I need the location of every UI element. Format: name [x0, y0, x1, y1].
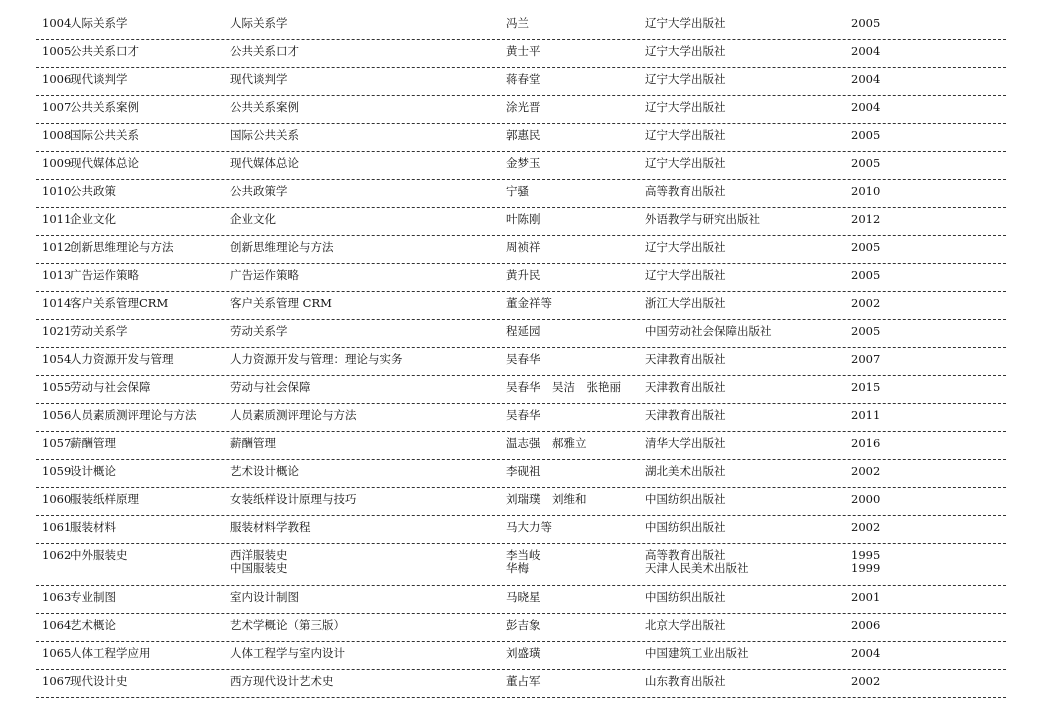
table-row: [36, 292, 1006, 320]
textbook-title-line: 艺术设计概论: [230, 464, 299, 478]
course-code: 1061: [42, 520, 72, 534]
textbook-title-line: 人体工程学与室内设计: [230, 646, 345, 660]
textbook-author-line: 李砚祖: [506, 464, 541, 478]
textbook-title-line: 室内设计制图: [230, 590, 299, 604]
course-code: 1065: [42, 646, 72, 660]
course-name: 广告运作策略: [70, 268, 139, 282]
textbook-author: [506, 73, 541, 86]
textbook-title-line: 客户关系管理 CRM: [230, 296, 332, 310]
textbook-publisher: [645, 297, 726, 310]
course-name: 专业制图: [70, 590, 116, 604]
textbook-publisher-line: 辽宁大学出版社: [645, 268, 726, 282]
textbook-author-line: 叶陈刚: [506, 212, 541, 226]
textbook-title: [230, 241, 334, 254]
textbook-title-line: 公共政策学: [230, 184, 288, 198]
course-code: 1012: [42, 240, 72, 254]
textbook-title: [230, 73, 288, 86]
textbook-title: [230, 157, 299, 170]
course-code: 1005: [42, 44, 72, 58]
publication-year: [851, 353, 880, 366]
publication-year: [851, 465, 880, 478]
table-row: [36, 348, 1006, 376]
textbook-title-line: 创新思维理论与方法: [230, 240, 334, 254]
table-row: [36, 152, 1006, 180]
publication-year-line: 2004: [851, 72, 881, 86]
textbook-author-line: 吴春华 吴洁 张艳丽: [506, 380, 621, 394]
textbook-publisher-line: 天津教育出版社: [645, 352, 726, 366]
table-row: [36, 236, 1006, 264]
textbook-publisher: [645, 241, 726, 254]
publication-year: [851, 325, 880, 338]
textbook-author-line: 涂光晋: [506, 100, 541, 114]
publication-year-line: 2006: [851, 618, 881, 632]
course-name: 现代媒体总论: [70, 156, 139, 170]
textbook-title: [230, 619, 345, 632]
publication-year-line: 2011: [851, 408, 881, 422]
course-code: 1055: [42, 380, 72, 394]
textbook-title: [230, 213, 276, 226]
publication-year-line: 2002: [851, 464, 881, 478]
textbook-author: [506, 619, 541, 632]
textbook-title-line: 薪酬管理: [230, 436, 276, 450]
textbook-title-line: 服装材料学教程: [230, 520, 311, 534]
textbook-publisher-line: 湖北美术出版社: [645, 464, 726, 478]
textbook-author: [506, 549, 541, 575]
textbook-author: [506, 269, 541, 282]
course-name: 艺术概论: [70, 618, 116, 632]
textbook-title: [230, 381, 311, 394]
textbook-publisher-line: 高等教育出版社: [645, 548, 726, 562]
textbook-publisher: [645, 73, 726, 86]
textbook-title-line: 艺术学概论（第三版）: [230, 618, 345, 632]
textbook-title-line: 国际公共关系: [230, 128, 299, 142]
publication-year: [851, 297, 880, 310]
publication-year-line: 2002: [851, 296, 881, 310]
textbook-title-line: 企业文化: [230, 212, 276, 226]
publication-year: [851, 675, 880, 688]
textbook-title: [230, 325, 288, 338]
textbook-title: [230, 549, 288, 575]
publication-year: [851, 45, 880, 58]
textbook-publisher-line: 浙江大学出版社: [645, 296, 726, 310]
textbook-title-line: 公共关系口才: [230, 44, 299, 58]
textbook-author: [506, 465, 541, 478]
textbook-author: [506, 353, 541, 366]
textbook-title-line: 现代谈判学: [230, 72, 288, 86]
course-name: 劳动与社会保障: [70, 380, 151, 394]
textbook-title-line: 西洋服装史: [230, 548, 288, 562]
course-code: 1008: [42, 128, 72, 142]
publication-year-line: 2001: [851, 590, 881, 604]
textbook-title: [230, 465, 299, 478]
textbook-publisher-line: 天津人民美术出版社: [645, 561, 749, 575]
table-row: [36, 40, 1006, 68]
textbook-author-line: 马晓星: [506, 590, 541, 604]
course-name: 创新思维理论与方法: [70, 240, 174, 254]
textbook-publisher: [645, 549, 749, 575]
course-name: 劳动关系学: [70, 324, 128, 338]
table-row: [36, 614, 1006, 642]
publication-year: [851, 647, 880, 660]
textbook-title-line: 人员素质测评理论与方法: [230, 408, 357, 422]
textbook-publisher: [645, 17, 726, 30]
table-row: [36, 376, 1006, 404]
course-name: 现代设计史: [70, 674, 128, 688]
course-name: 人力资源开发与管理: [70, 352, 174, 366]
course-code: 1011: [42, 212, 72, 226]
textbook-author-line: 董金祥等: [506, 296, 552, 310]
textbook-publisher-line: 辽宁大学出版社: [645, 240, 726, 254]
textbook-author-line: 董占军: [506, 674, 541, 688]
course-name: 国际公共关系: [70, 128, 139, 142]
publication-year: [851, 185, 880, 198]
textbook-author: [506, 157, 541, 170]
textbook-publisher-line: 中国纺织出版社: [645, 590, 726, 604]
course-name: 公共关系案例: [70, 100, 139, 114]
textbook-publisher-line: 山东教育出版社: [645, 674, 726, 688]
course-name: 服装纸样原理: [70, 492, 139, 506]
textbook-author: [506, 241, 541, 254]
publication-year: [851, 381, 880, 394]
textbook-author-line: 黄升民: [506, 268, 541, 282]
course-code: 1067: [42, 674, 72, 688]
course-code: 1007: [42, 100, 72, 114]
table-row: [36, 124, 1006, 152]
textbook-author-line: 彭吉象: [506, 618, 541, 632]
textbook-title-line: 中国服装史: [230, 561, 288, 575]
textbook-publisher-line: 辽宁大学出版社: [645, 156, 726, 170]
textbook-publisher-line: 外语教学与研究出版社: [645, 212, 760, 226]
textbook-publisher: [645, 101, 726, 114]
textbook-title-line: 人际关系学: [230, 16, 288, 30]
course-code: 1056: [42, 408, 72, 422]
table-row: [36, 404, 1006, 432]
textbook-title-line: 公共关系案例: [230, 100, 299, 114]
textbook-publisher-line: 辽宁大学出版社: [645, 72, 726, 86]
table-row: [36, 96, 1006, 124]
table-row: [36, 320, 1006, 348]
textbook-author-line: 蒋春堂: [506, 72, 541, 86]
publication-year-line: 2005: [851, 240, 881, 254]
textbook-author-line: 吴春华: [506, 408, 541, 422]
textbook-title-line: 现代媒体总论: [230, 156, 299, 170]
publication-year-line: 2007: [851, 352, 881, 366]
course-code: 1009: [42, 156, 72, 170]
course-name: 中外服装史: [70, 548, 128, 562]
textbook-title: [230, 353, 403, 366]
table-row: [36, 488, 1006, 516]
course-name: 企业文化: [70, 212, 116, 226]
table-row: [36, 670, 1006, 698]
textbook-author-line: 华梅: [506, 561, 529, 575]
course-name: 客户关系管理CRM: [70, 296, 169, 310]
textbook-publisher: [645, 409, 726, 422]
textbook-publisher: [645, 129, 726, 142]
textbook-author-line: 郭惠民: [506, 128, 541, 142]
publication-year-line: 1995: [851, 548, 881, 562]
textbook-publisher-line: 辽宁大学出版社: [645, 44, 726, 58]
textbook-publisher-line: 高等教育出版社: [645, 184, 726, 198]
course-code: 1014: [42, 296, 72, 310]
publication-year-line: 2002: [851, 674, 881, 688]
textbook-publisher: [645, 619, 726, 632]
textbook-publisher-line: 中国建筑工业出版社: [645, 646, 749, 660]
textbook-author: [506, 325, 541, 338]
course-name: 设计概论: [70, 464, 116, 478]
publication-year-line: 2005: [851, 268, 881, 282]
table-row: [36, 180, 1006, 208]
table-row: [36, 642, 1006, 670]
textbook-publisher: [645, 353, 726, 366]
course-name: 薪酬管理: [70, 436, 116, 450]
publication-year: [851, 409, 880, 422]
textbook-title-line: 女装纸样设计原理与技巧: [230, 492, 357, 506]
textbook-publisher: [645, 591, 726, 604]
table-row: [36, 68, 1006, 96]
table-row: [36, 516, 1006, 544]
publication-year: [851, 493, 880, 506]
textbook-title: [230, 17, 288, 30]
course-name: 公共关系口才: [70, 44, 139, 58]
textbook-author-line: 黄士平: [506, 44, 541, 58]
textbook-publisher: [645, 269, 726, 282]
course-name: 人员素质测评理论与方法: [70, 408, 197, 422]
textbook-publisher: [645, 647, 749, 660]
textbook-title-line: 广告运作策略: [230, 268, 299, 282]
publication-year: [851, 129, 880, 142]
course-code: 1010: [42, 184, 72, 198]
publication-year: [851, 157, 880, 170]
publication-year-line: 2005: [851, 16, 881, 30]
textbook-title: [230, 45, 299, 58]
course-name: 服装材料: [70, 520, 116, 534]
publication-year: [851, 213, 880, 226]
textbook-author-line: 李当岐: [506, 548, 541, 562]
publication-year-line: 2004: [851, 44, 881, 58]
course-code: 1062: [42, 548, 72, 562]
publication-year: [851, 549, 880, 575]
textbook-author-line: 马大力等: [506, 520, 552, 534]
textbook-title: [230, 269, 299, 282]
course-code: 1064: [42, 618, 72, 632]
textbook-publisher: [645, 185, 726, 198]
textbook-publisher: [645, 381, 726, 394]
course-name: 人体工程学应用: [70, 646, 151, 660]
table-row: [36, 544, 1006, 586]
textbook-title: [230, 101, 299, 114]
textbook-publisher: [645, 157, 726, 170]
publication-year-line: 2010: [851, 184, 881, 198]
textbook-author: [506, 297, 552, 310]
textbook-publisher: [645, 437, 726, 450]
textbook-publisher: [645, 325, 772, 338]
textbook-title: [230, 437, 276, 450]
textbook-publisher: [645, 465, 726, 478]
publication-year: [851, 269, 880, 282]
textbook-author-line: 冯兰: [506, 16, 529, 30]
textbook-author: [506, 213, 541, 226]
textbook-title: [230, 493, 357, 506]
textbook-author: [506, 45, 541, 58]
publication-year: [851, 619, 880, 632]
textbook-publisher-line: 中国纺织出版社: [645, 520, 726, 534]
table-row: [36, 264, 1006, 292]
textbook-author: [506, 185, 529, 198]
textbook-author: [506, 101, 541, 114]
publication-year: [851, 241, 880, 254]
textbook-title-line: 人力资源开发与管理：理论与实务: [230, 352, 403, 366]
textbook-title: [230, 185, 288, 198]
course-code: 1013: [42, 268, 72, 282]
publication-year: [851, 437, 880, 450]
publication-year-line: 2015: [851, 380, 881, 394]
table-row: [36, 12, 1006, 40]
textbook-title: [230, 521, 311, 534]
textbook-publisher: [645, 493, 726, 506]
textbook-publisher-line: 辽宁大学出版社: [645, 16, 726, 30]
textbook-title-line: 西方现代设计艺术史: [230, 674, 334, 688]
textbook-author: [506, 409, 541, 422]
textbook-author: [506, 381, 621, 394]
table-row: [36, 586, 1006, 614]
publication-year-line: 1999: [851, 561, 881, 575]
textbook-publisher-line: 辽宁大学出版社: [645, 128, 726, 142]
publication-year-line: 2005: [851, 128, 881, 142]
textbook-publisher-line: 天津教育出版社: [645, 408, 726, 422]
textbook-author-line: 刘盛璜: [506, 646, 541, 660]
textbook-publisher-line: 清华大学出版社: [645, 436, 726, 450]
course-code: 1021: [42, 324, 72, 338]
course-code: 1054: [42, 352, 72, 366]
textbook-author: [506, 129, 541, 142]
textbook-author-line: 程延园: [506, 324, 541, 338]
textbook-publisher: [645, 45, 726, 58]
textbook-author-line: 金梦玉: [506, 156, 541, 170]
textbook-title: [230, 297, 332, 310]
publication-year-line: 2016: [851, 436, 881, 450]
textbook-author-line: 周祯祥: [506, 240, 541, 254]
publication-year: [851, 73, 880, 86]
textbook-title-line: 劳动关系学: [230, 324, 288, 338]
textbook-author-line: 宁骚: [506, 184, 529, 198]
course-name: 人际关系学: [70, 16, 128, 30]
publication-year: [851, 17, 880, 30]
publication-year-line: 2004: [851, 100, 881, 114]
textbook-author-line: 温志强 郝雅立: [506, 436, 587, 450]
textbook-publisher-line: 北京大学出版社: [645, 618, 726, 632]
publication-year-line: 2005: [851, 324, 881, 338]
textbook-author: [506, 675, 541, 688]
textbook-author-line: 吴春华: [506, 352, 541, 366]
textbook-publisher: [645, 521, 726, 534]
course-code: 1060: [42, 492, 72, 506]
textbook-title: [230, 647, 345, 660]
textbook-author: [506, 591, 541, 604]
course-code: 1006: [42, 72, 72, 86]
course-code: 1004: [42, 16, 72, 30]
textbook-author: [506, 647, 541, 660]
textbook-author: [506, 437, 587, 450]
publication-year: [851, 591, 880, 604]
publication-year-line: 2005: [851, 156, 881, 170]
textbook-author-line: 刘瑞璞 刘维和: [506, 492, 587, 506]
textbook-publisher: [645, 675, 726, 688]
course-name: 现代谈判学: [70, 72, 128, 86]
course-code: 1063: [42, 590, 72, 604]
textbook-publisher-line: 天津教育出版社: [645, 380, 726, 394]
textbook-publisher-line: 辽宁大学出版社: [645, 100, 726, 114]
textbook-title: [230, 591, 299, 604]
publication-year-line: 2012: [851, 212, 881, 226]
textbook-publisher: [645, 213, 760, 226]
course-name: 公共政策: [70, 184, 116, 198]
textbook-author: [506, 493, 587, 506]
publication-year-line: 2002: [851, 520, 881, 534]
textbook-title: [230, 409, 357, 422]
publication-year: [851, 101, 880, 114]
table-row: [36, 460, 1006, 488]
textbook-publisher-line: 中国纺织出版社: [645, 492, 726, 506]
course-code: 1057: [42, 436, 72, 450]
course-code: 1059: [42, 464, 72, 478]
textbook-author: [506, 521, 552, 534]
textbook-title: [230, 675, 334, 688]
publication-year: [851, 521, 880, 534]
publication-year-line: 2000: [851, 492, 881, 506]
textbook-author: [506, 17, 529, 30]
textbook-publisher-line: 中国劳动社会保障出版社: [645, 324, 772, 338]
table-row: [36, 208, 1006, 236]
table-row: [36, 432, 1006, 460]
publication-year-line: 2004: [851, 646, 881, 660]
textbook-title-line: 劳动与社会保障: [230, 380, 311, 394]
textbook-title: [230, 129, 299, 142]
